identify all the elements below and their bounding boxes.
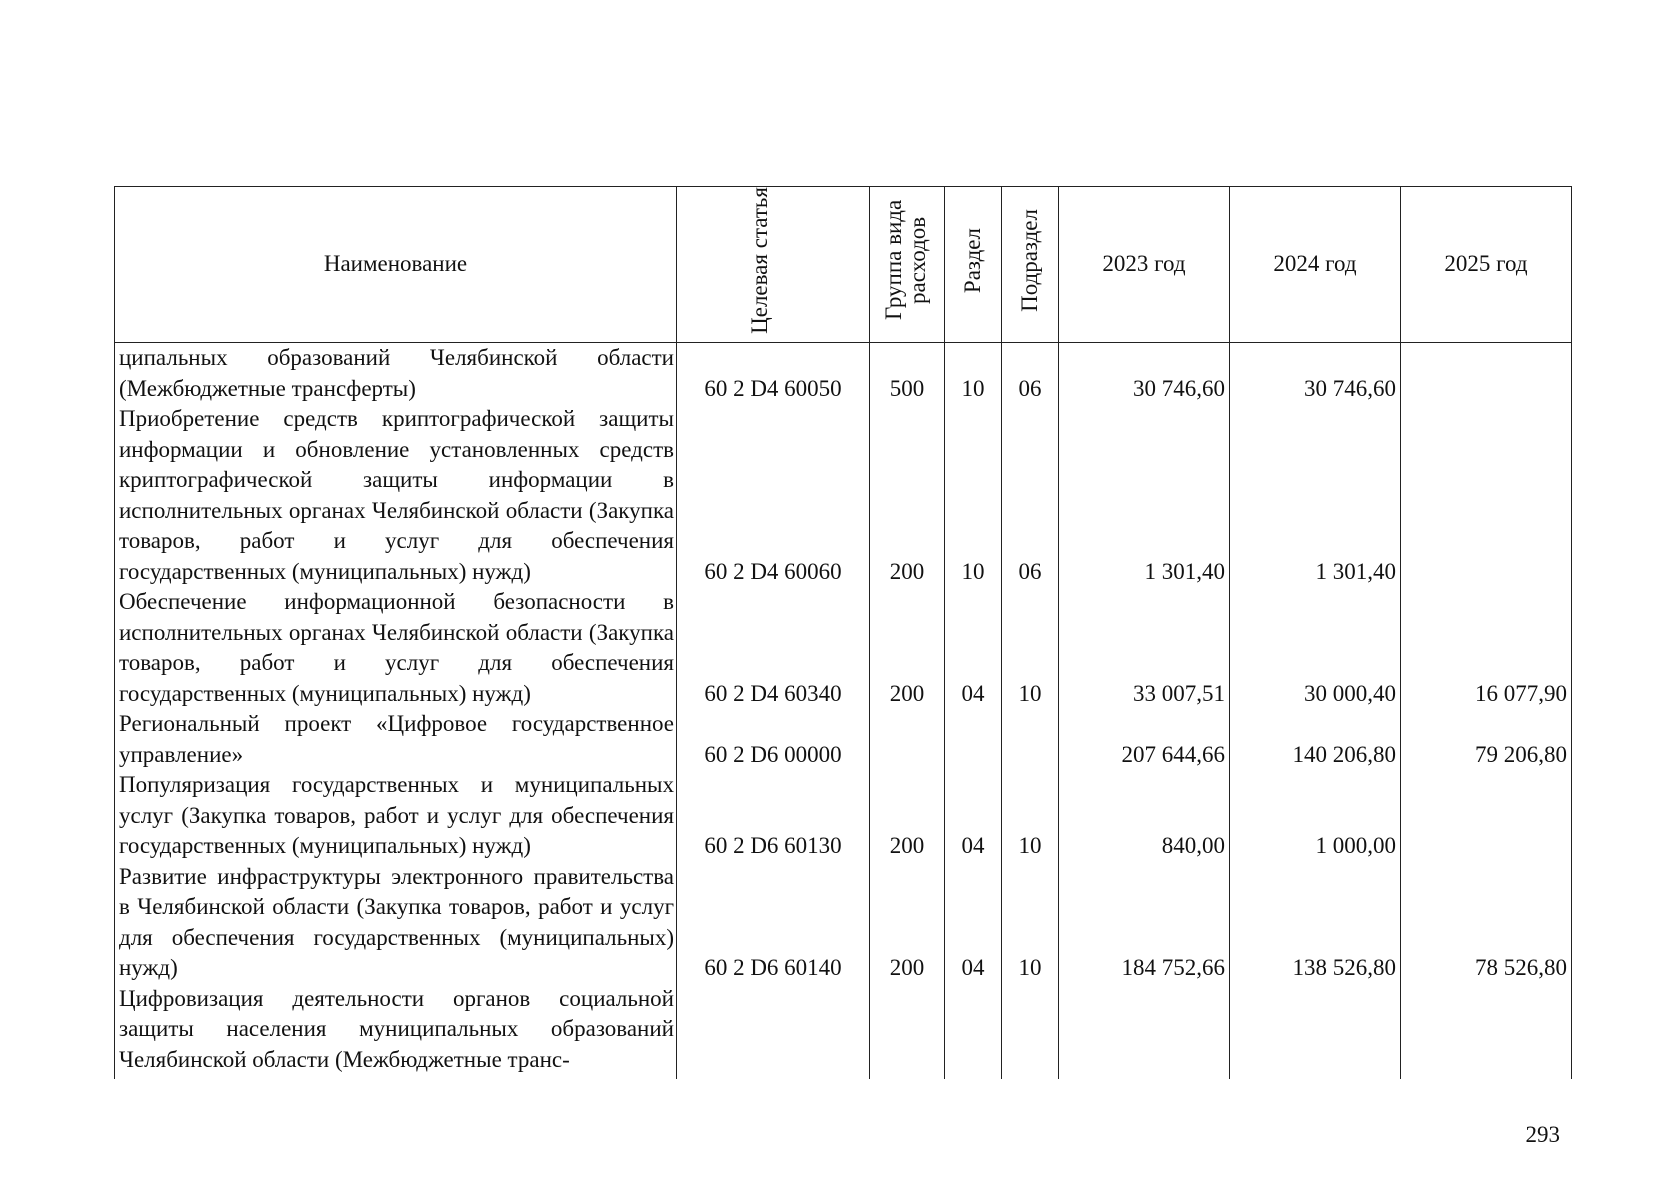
row-name: Развитие инфраструктуры электронного правительства в Челябинской области (Закупка товаров, работ и услуг для обеспечения государственных (муниципальных) нужд) <box>115 862 677 984</box>
row-target-article: 60 2 D6 00000 <box>677 709 870 770</box>
row-name: Приобретение средств криптографической защиты информации и обновление установленных средств криптографической защиты информации в исполнительных органах Челябинской области (Закупка товаров, работ и услуг для обеспечения государственных (муниципальных) нужд) <box>115 404 677 587</box>
row-name: ципальных образований Челябинской области (Межбюджетные трансферты) <box>115 343 677 405</box>
row-2024: 1 301,40 <box>1230 404 1401 587</box>
row-subsection <box>1002 984 1059 1076</box>
row-target-article: 60 2 D4 60340 <box>677 587 870 709</box>
header-expense-group: Группа вида расходов <box>870 187 945 343</box>
row-subsection: 06 <box>1002 404 1059 587</box>
row-section: 04 <box>945 587 1002 709</box>
row-section <box>945 984 1002 1076</box>
row-2023: 840,00 <box>1059 770 1230 862</box>
row-subsection: 10 <box>1002 587 1059 709</box>
header-name: Наименование <box>115 187 677 343</box>
row-name: Цифровизация деятельности органов социальной защиты населения муниципальных образований Челябинской области (Межбюджетные транс- <box>115 984 677 1076</box>
row-2025: 78 526,80 <box>1401 862 1572 984</box>
row-target-article: 60 2 D6 60140 <box>677 862 870 984</box>
row-2025: 79 206,80 <box>1401 709 1572 770</box>
row-target-article <box>677 984 870 1076</box>
row-target-article: 60 2 D6 60130 <box>677 770 870 862</box>
row-2025 <box>1401 404 1572 587</box>
row-2023: 33 007,51 <box>1059 587 1230 709</box>
header-2025: 2025 год <box>1401 187 1572 343</box>
table-row <box>115 587 1572 709</box>
row-subsection: 10 <box>1002 862 1059 984</box>
row-section <box>945 709 1002 770</box>
row-expense-group: 200 <box>870 770 945 862</box>
table-tail <box>115 1075 1572 1079</box>
table-row <box>115 862 1572 984</box>
row-section: 10 <box>945 404 1002 587</box>
row-subsection: 10 <box>1002 770 1059 862</box>
row-2024: 30 746,60 <box>1230 343 1401 405</box>
row-name: Обеспечение информационной безопасности в исполнительных органах Челябинской области (Закупка товаров, работ и услуг для обеспечения государственных (муниципальных) нужд) <box>115 587 677 709</box>
row-2023: 1 301,40 <box>1059 404 1230 587</box>
row-2023 <box>1059 984 1230 1076</box>
row-expense-group: 200 <box>870 862 945 984</box>
row-subsection: 06 <box>1002 343 1059 405</box>
row-subsection <box>1002 709 1059 770</box>
row-2024 <box>1230 984 1401 1076</box>
row-expense-group <box>870 709 945 770</box>
row-target-article: 60 2 D4 60060 <box>677 404 870 587</box>
table-row <box>115 984 1572 1076</box>
row-2023: 207 644,66 <box>1059 709 1230 770</box>
row-2025 <box>1401 770 1572 862</box>
row-2023: 30 746,60 <box>1059 343 1230 405</box>
row-expense-group: 200 <box>870 404 945 587</box>
row-2024: 140 206,80 <box>1230 709 1401 770</box>
table-row <box>115 343 1572 405</box>
header-section: Раздел <box>945 187 1002 343</box>
header-2023: 2023 год <box>1059 187 1230 343</box>
row-expense-group <box>870 984 945 1076</box>
row-2025 <box>1401 984 1572 1076</box>
header-target-article: Целевая статья <box>677 187 870 343</box>
row-name: Популяризация государственных и муниципальных услуг (Закупка товаров, работ и услуг для обеспечения государственных (муниципальных) нужд) <box>115 770 677 862</box>
row-target-article: 60 2 D4 60050 <box>677 343 870 405</box>
row-name: Региональный проект «Цифровое государственное управление» <box>115 709 677 770</box>
budget-table <box>114 186 1572 1079</box>
row-2025: 16 077,90 <box>1401 587 1572 709</box>
row-2023: 184 752,66 <box>1059 862 1230 984</box>
table-row <box>115 404 1572 587</box>
table-row <box>115 709 1572 770</box>
row-section: 04 <box>945 770 1002 862</box>
header-2024: 2024 год <box>1230 187 1401 343</box>
row-section: 10 <box>945 343 1002 405</box>
row-section: 04 <box>945 862 1002 984</box>
table-row <box>115 770 1572 862</box>
row-2025 <box>1401 343 1572 405</box>
row-expense-group: 500 <box>870 343 945 405</box>
row-expense-group: 200 <box>870 587 945 709</box>
row-2024: 1 000,00 <box>1230 770 1401 862</box>
table-body <box>115 343 1572 1080</box>
row-2024: 30 000,40 <box>1230 587 1401 709</box>
header-subsection: Подраздел <box>1002 187 1059 343</box>
row-2024: 138 526,80 <box>1230 862 1401 984</box>
page-number: 293 <box>1525 1122 1560 1147</box>
table-header <box>115 187 1572 343</box>
